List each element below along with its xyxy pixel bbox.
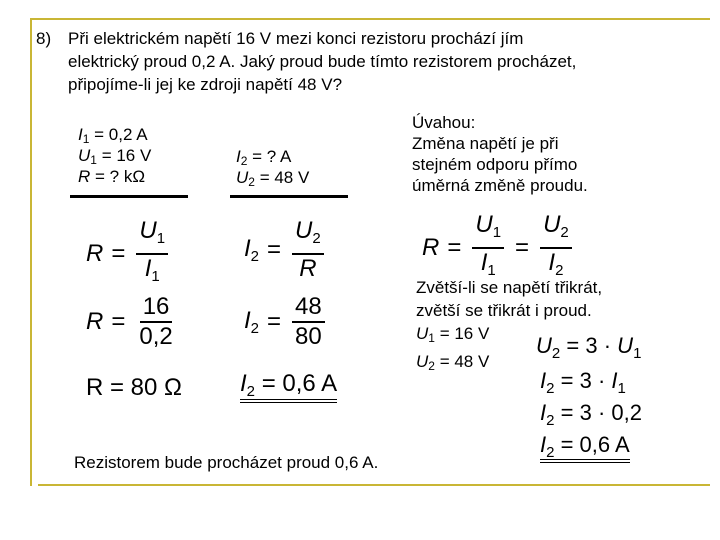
r-symbol: R (299, 255, 317, 282)
i-symbol: I (540, 368, 547, 393)
frame-top-line (30, 18, 710, 20)
given-block-2 (236, 146, 309, 188)
sub-2: 2 (551, 345, 561, 362)
conclusion-u1-symbol: U (416, 324, 429, 343)
given2-i-value: = ? A (247, 147, 292, 166)
equals-sign: = (566, 333, 580, 358)
i2-final-underlined (540, 432, 630, 463)
fraction (136, 294, 175, 350)
formula-u2-3u1 (536, 333, 641, 362)
denominator-02: 0,2 (139, 323, 173, 350)
conclusion-u2-symbol: U (416, 352, 429, 371)
formula-i2-result (240, 370, 337, 400)
conclusion-line-2: zvětší se třikrát i proud. (416, 301, 592, 320)
answer-text: Rezistorem bude procházet proud 0,6 A. (74, 453, 379, 472)
i2-result-value: = 0,6 A (261, 370, 338, 397)
frame-bottom-line (38, 484, 710, 486)
dot: · (597, 368, 606, 393)
formula-i2-3x02 (540, 400, 642, 429)
sub-2: 2 (555, 262, 564, 279)
i2-result-underlined (240, 370, 337, 403)
u-symbol: U (139, 217, 157, 244)
problem-line-1: Při elektrickém napětí 16 V mezi konci rezistoru prochází jím (68, 29, 524, 48)
reasoning-text (412, 112, 588, 196)
given2-u-sub: 2 (248, 175, 255, 189)
formula-r-values (86, 294, 179, 350)
conclusion-u1-sub: 1 (428, 331, 435, 345)
given-u-sub: 1 (90, 153, 97, 167)
equals-sign: = (560, 368, 574, 393)
i2-final-value: = 0,6 A (560, 432, 630, 457)
given2-i-symbol: I (236, 147, 241, 166)
u-symbol: U (536, 333, 552, 358)
problem-line-3: připojíme-li jej ke zdroji napětí 48 V? (68, 75, 343, 94)
value-02: 0,2 (611, 400, 642, 425)
sub-1: 1 (487, 262, 496, 279)
sub-1: 1 (151, 268, 160, 285)
u-symbol: U (295, 217, 313, 244)
given-i-sub: 1 (82, 132, 90, 146)
fraction (292, 294, 325, 350)
sub-2: 2 (546, 444, 555, 461)
reasoning-line-2: Změna napětí je při (412, 134, 559, 153)
given-divider-2 (230, 195, 348, 198)
equals-sign: = (111, 308, 126, 335)
fraction (292, 218, 324, 282)
formula-r-result: R = 80 Ω (86, 374, 182, 401)
problem-line-2: elektrický proud 0,2 A. Jaký proud bude tímto rezistorem procházet, (68, 52, 577, 71)
numerator-48: 48 (292, 294, 325, 323)
i-symbol: I (611, 368, 618, 393)
given-u-value: = 16 V (96, 146, 152, 165)
given2-u-symbol: U (236, 168, 249, 187)
given-r-value: = ? kΩ (90, 167, 146, 186)
given-block-1 (78, 124, 151, 187)
sub-1: 1 (617, 380, 626, 397)
given-i-symbol: I (78, 125, 83, 144)
sub-2: 2 (312, 230, 321, 247)
sub-1: 1 (633, 345, 642, 362)
i-symbol: I (540, 400, 547, 425)
denominator-80: 80 (295, 323, 322, 350)
i-symbol: I (144, 255, 152, 282)
u-symbol: U (617, 333, 634, 358)
given-i-value: = 0,2 A (89, 125, 148, 144)
three: 3 (579, 368, 592, 393)
fraction (136, 218, 168, 290)
given-u-symbol: U (78, 146, 91, 165)
r-symbol: R (86, 240, 104, 267)
i-symbol: I (480, 249, 488, 276)
r-symbol: R (422, 234, 440, 261)
conclusion-u2-sub: 2 (428, 359, 435, 373)
fraction (472, 212, 504, 284)
frame-left-line (30, 18, 32, 486)
i-symbol: I (540, 432, 547, 457)
formula-i2-3i1 (540, 368, 626, 397)
conclusion-u1-value: = 16 V (434, 324, 490, 343)
equals-sign: = (111, 240, 126, 267)
given-divider-1 (70, 195, 188, 198)
sub-2: 2 (546, 412, 555, 429)
problem-number: 8) (36, 29, 52, 48)
dot: · (597, 400, 606, 425)
given2-u-value: = 48 V (254, 168, 310, 187)
sub-1: 1 (156, 230, 166, 247)
fraction (540, 212, 572, 284)
sub-1: 1 (492, 224, 502, 241)
three: 3 (579, 400, 592, 425)
i-symbol: I (548, 249, 556, 276)
equals-sign: = (560, 400, 574, 425)
three: 3 (585, 333, 598, 358)
u-symbol: U (475, 211, 493, 238)
sub-2: 2 (250, 320, 260, 337)
conclusion-text (416, 276, 602, 378)
i-symbol: I (240, 370, 247, 397)
equals-sign: = (447, 234, 462, 261)
equals-sign: = (515, 234, 530, 261)
reasoning-line-4: úměrná změně proudu. (412, 176, 588, 195)
reasoning-line-3: stejném odporu přímo (412, 155, 578, 174)
equals-sign: = (267, 308, 282, 335)
dot: · (603, 333, 612, 358)
reasoning-line-1: Úvahou: (412, 113, 476, 132)
i-symbol: I (244, 235, 251, 262)
problem-text (68, 28, 576, 97)
numerator-16: 16 (140, 294, 173, 323)
sub-2: 2 (560, 224, 569, 241)
conclusion-u2-value: = 48 V (434, 352, 490, 371)
equals-sign: = (267, 236, 282, 263)
sub-2: 2 (250, 248, 260, 265)
given2-i-sub: 2 (240, 154, 248, 168)
i-symbol: I (244, 307, 251, 334)
formula-r-ratio-equal (422, 212, 575, 284)
sub-2: 2 (546, 380, 555, 397)
formula-r-ratio (86, 218, 171, 290)
formula-i2-ratio (244, 218, 327, 282)
conclusion-line-1: Zvětší-li se napětí třikrát, (416, 278, 603, 297)
formula-i2-values (244, 294, 328, 350)
sub-2: 2 (246, 383, 256, 400)
given-r-symbol: R (78, 167, 91, 186)
formula-i2-final (540, 432, 630, 461)
r-symbol: R (86, 308, 104, 335)
u-symbol: U (543, 211, 561, 238)
